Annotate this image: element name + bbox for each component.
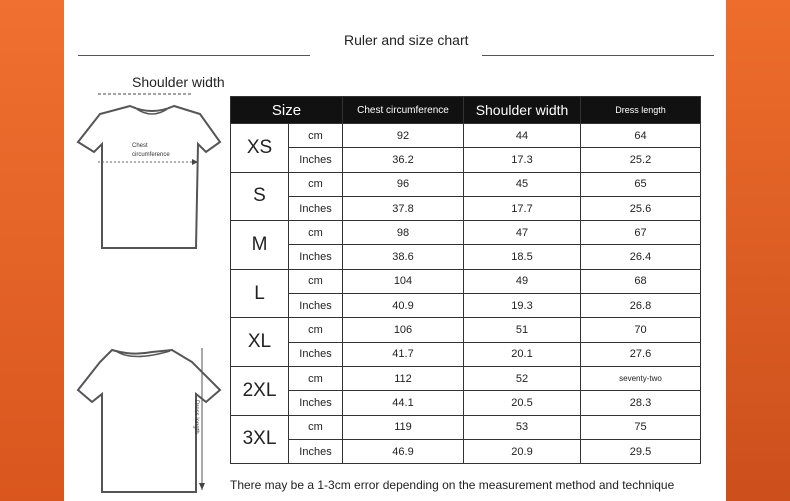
chest-value: 38.6 (343, 245, 464, 269)
size-label: 2XL (231, 366, 289, 415)
page-title: Ruler and size chart (344, 32, 469, 48)
header-shoulder: Shoulder width (464, 97, 581, 124)
chest-value: 36.2 (343, 148, 464, 172)
dress-value: 65 (581, 172, 701, 196)
shoulder-value: 19.3 (464, 294, 581, 318)
chest-value: 40.9 (343, 294, 464, 318)
table-row (231, 366, 701, 390)
unit-cm: cm (289, 415, 343, 439)
shoulder-value: 45 (464, 172, 581, 196)
shoulder-value: 18.5 (464, 245, 581, 269)
shoulder-value: 20.5 (464, 391, 581, 415)
chest-circumference-note: Chest circumference (132, 143, 170, 158)
dress-value: 28.3 (581, 391, 701, 415)
dress-value: 67 (581, 221, 701, 245)
shoulder-value: 20.1 (464, 342, 581, 366)
chest-value: 104 (343, 269, 464, 293)
table-row (231, 148, 701, 172)
title-rule-right (482, 55, 714, 56)
unit-inches: Inches (289, 294, 343, 318)
header-chest: Chest circumference (343, 97, 464, 124)
footer-note: There may be a 1-3cm error depending on the measurement method and technique (230, 478, 675, 492)
title-rule-left (78, 55, 310, 56)
chest-value: 37.8 (343, 196, 464, 220)
shoulder-value: 17.7 (464, 196, 581, 220)
table-row (231, 196, 701, 220)
dress-value: 75 (581, 415, 701, 439)
unit-inches: Inches (289, 148, 343, 172)
table-row (231, 342, 701, 366)
dress-value: 25.2 (581, 148, 701, 172)
chest-value: 44.1 (343, 391, 464, 415)
shoulder-value: 47 (464, 221, 581, 245)
size-label: S (231, 172, 289, 221)
table-row (231, 415, 701, 439)
header-size: Size (231, 97, 343, 124)
chest-value: 96 (343, 172, 464, 196)
chest-value: 112 (343, 366, 464, 390)
unit-inches: Inches (289, 439, 343, 463)
dress-value: 26.8 (581, 294, 701, 318)
chest-value: 41.7 (343, 342, 464, 366)
dress-value: 25.6 (581, 196, 701, 220)
unit-cm: cm (289, 172, 343, 196)
table-row (231, 221, 701, 245)
chest-value: 46.9 (343, 439, 464, 463)
unit-cm: cm (289, 124, 343, 148)
dress-value: 27.6 (581, 342, 701, 366)
table-row (231, 294, 701, 318)
chest-value: 98 (343, 221, 464, 245)
table-row (231, 124, 701, 148)
dress-value: 29.5 (581, 439, 701, 463)
shoulder-width-label: Shoulder width (132, 74, 225, 90)
chest-value: 106 (343, 318, 464, 342)
table-row (231, 391, 701, 415)
chest-value: 92 (343, 124, 464, 148)
size-label: L (231, 269, 289, 318)
dress-length-note: Dress length (193, 400, 199, 434)
unit-inches: Inches (289, 196, 343, 220)
table-row (231, 318, 701, 342)
header-dress: Dress length (581, 97, 701, 124)
unit-cm: cm (289, 366, 343, 390)
unit-inches: Inches (289, 391, 343, 415)
size-label: M (231, 221, 289, 270)
unit-cm: cm (289, 269, 343, 293)
table-row (231, 269, 701, 293)
unit-inches: Inches (289, 342, 343, 366)
chest-value: 119 (343, 415, 464, 439)
size-label: 3XL (231, 415, 289, 464)
dress-value: 70 (581, 318, 701, 342)
background-right (726, 0, 790, 501)
size-label: XS (231, 124, 289, 173)
table-row (231, 439, 701, 463)
dress-value: 68 (581, 269, 701, 293)
unit-cm: cm (289, 318, 343, 342)
size-table (230, 96, 701, 464)
shoulder-value: 52 (464, 366, 581, 390)
shoulder-value: 49 (464, 269, 581, 293)
table-header-row (231, 97, 701, 124)
table-row (231, 245, 701, 269)
shoulder-value: 51 (464, 318, 581, 342)
tshirt-back-icon (72, 340, 232, 500)
tshirt-front-icon (72, 88, 232, 253)
size-label: XL (231, 318, 289, 367)
table-row (231, 172, 701, 196)
unit-inches: Inches (289, 245, 343, 269)
dress-value: 64 (581, 124, 701, 148)
dress-value: 26.4 (581, 245, 701, 269)
shoulder-value: 20.9 (464, 439, 581, 463)
shoulder-value: 44 (464, 124, 581, 148)
shoulder-value: 53 (464, 415, 581, 439)
background-left (0, 0, 64, 501)
dress-value: seventy-two (581, 366, 701, 390)
shoulder-value: 17.3 (464, 148, 581, 172)
unit-cm: cm (289, 221, 343, 245)
